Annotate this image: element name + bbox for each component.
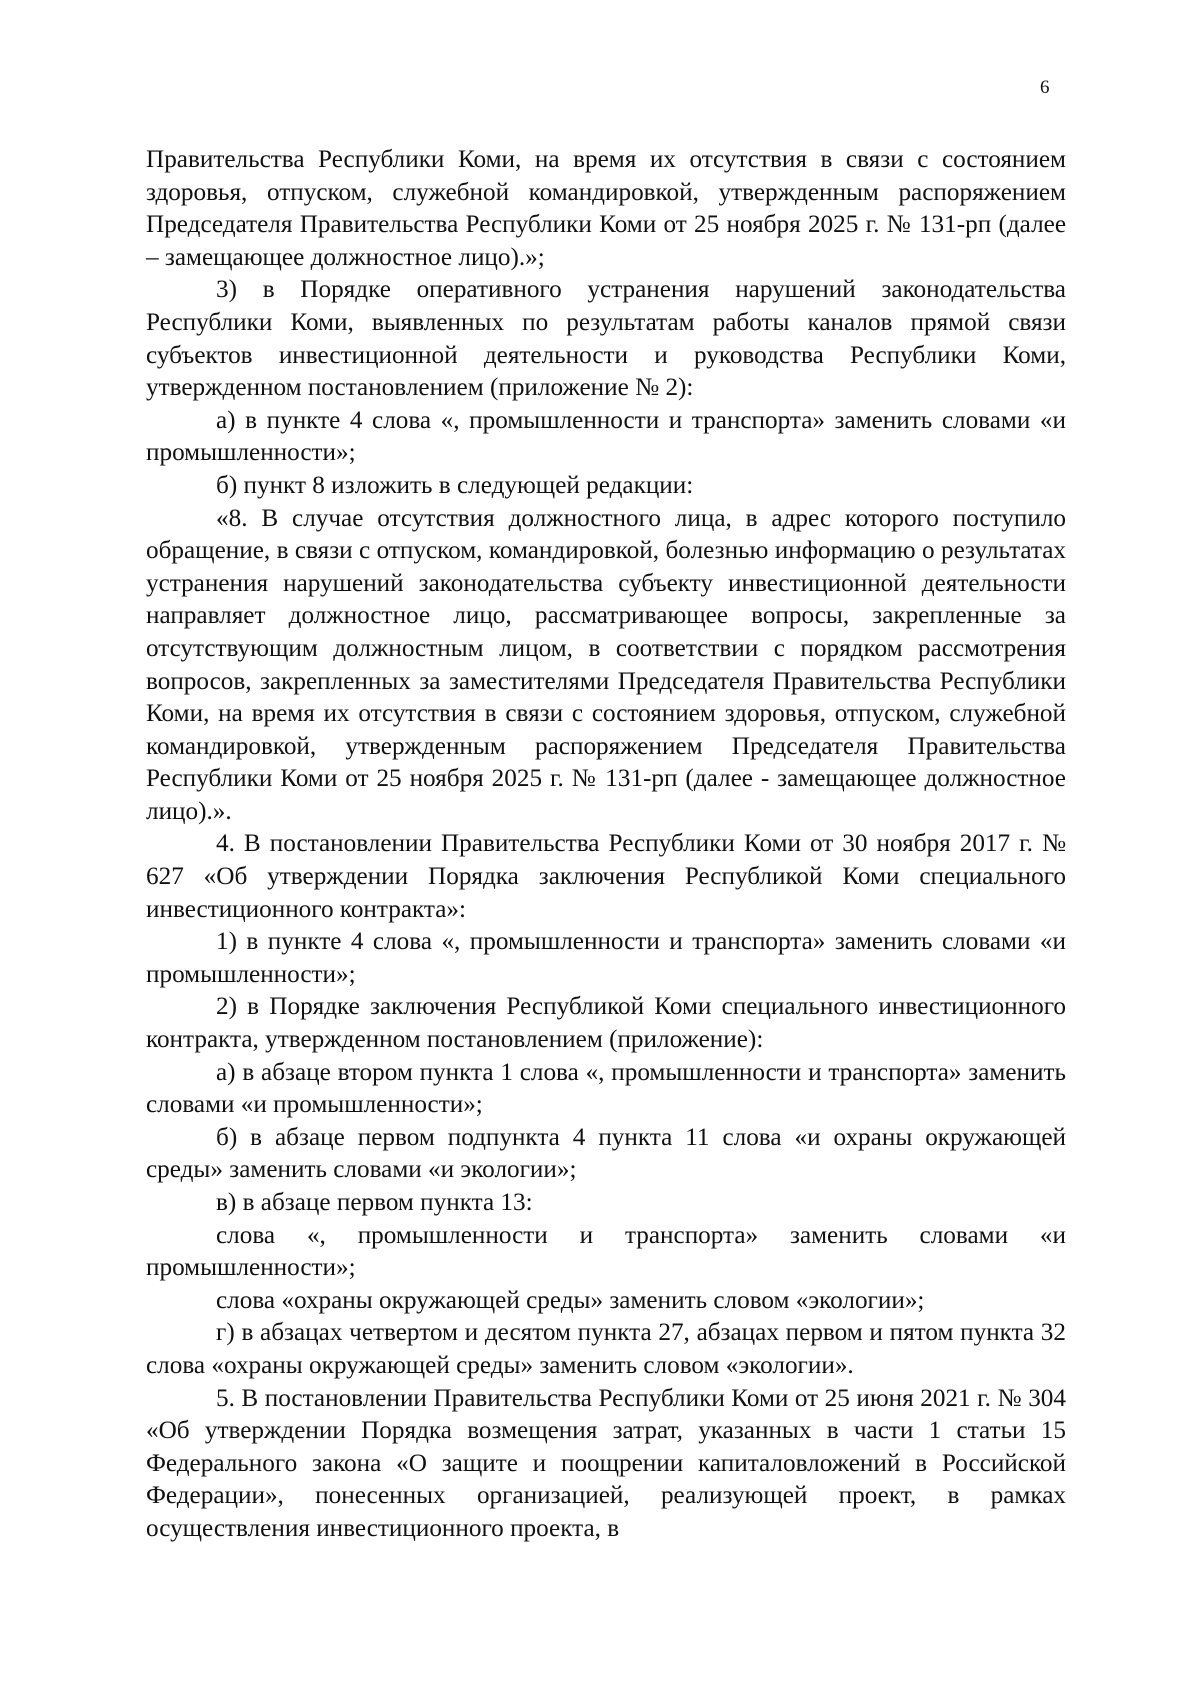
- paragraph-section-4: 4. В постановлении Правительства Республики Коми от 30 ноября 2017 г. № 627 «Об утверждении Порядка заключения Республикой Коми специального инвестиционного контракта»:: [146, 830, 1066, 923]
- paragraph-section-4-item-2v-words-1: слова «, промышленности и транспорта» заменить словами «и промышленности»;: [146, 1221, 1066, 1282]
- paragraph-item-3a: а) в пункте 4 слова «, промышленности и транспорта» заменить словами «и промышленности»;: [146, 406, 1066, 467]
- paragraph-section-4-item-2v: в) в абзаце первом пункта 13:: [216, 1189, 533, 1216]
- paragraph-section-5: 5. В постановлении Правительства Республики Коми от 25 июня 2021 г. № 304 «Об утверждении Порядка возмещения затрат, указанных в части 1 статьи 15 Федерального закона «О защите и поощрении капиталовложений в Российской Федерации», понесенных организацией, реализующей проект, в рамках осуществления инвестиционного проекта, в: [146, 1384, 1066, 1542]
- document-body: [146, 144, 1066, 1546]
- paragraph-continuation: Правительства Республики Коми, на время их отсутствия в связи с состоянием здоровья, отпуском, служебной командировкой, утвержденным распоряжением Председателя Правительства Республики Коми от 25 ноября 2025 г. № 131-рп (далее – замещающее должностное лицо).»;: [146, 146, 1066, 271]
- paragraph-section-4-item-1: 1) в пункте 4 слова «, промышленности и транспорта» заменить словами «и промышленности»;: [146, 928, 1066, 988]
- paragraph-section-4-item-2b: б) в абзаце первом подпункта 4 пункта 11 слова «и охраны окружающей среды» заменить словами «и экологии»;: [146, 1123, 1066, 1184]
- paragraph-section-4-item-2: 2) в Порядке заключения Республикой Коми специального инвестиционного контракта, утвержденном постановлением (приложение):: [146, 993, 1066, 1054]
- paragraph-item-3b: б) пункт 8 изложить в следующей редакции:: [216, 471, 694, 499]
- paragraph-section-4-item-2a: а) в абзаце втором пункта 1 слова «, промышленности и транспорта» заменить словами «и промышленности»;: [146, 1058, 1066, 1119]
- paragraph-section-4-item-2v-words-2: слова «охраны окружающей среды» заменить словом «экологии»;: [216, 1286, 925, 1314]
- paragraph-section-4-item-2g: г) в абзацах четвертом и десятом пункта 27, абзацах первом и пятом пункта 32 слова «охраны окружающей среды» заменить словом «экологии».: [146, 1319, 1066, 1379]
- page-number: 6: [1040, 77, 1050, 98]
- paragraph-item-8-text: «8. В случае отсутствия должностного лица, в адрес которого поступило обращение, в связи с отпуском, командировкой, болезнью информацию о результатах устранения нарушений законодательства субъекту инвестиционной деятельности направляет должностное лицо, рассматривающее вопросы, закрепленные за отсутствующим должностным лицом, в соответствии с порядком рассмотрения вопросов, закрепленных за заместителями Председателя Правительства Республики Коми, на время их отсутствия в связи с состоянием здоровья, отпуском, служебной командировкой, утвержденным распоряжением Председателя Правительства Республики Коми от 25 ноября 2025 г. № 131-рп (далее - замещающее должностное лицо).».: [146, 504, 1066, 825]
- paragraph-item-3: 3) в Порядке оперативного устранения нарушений законодательства Республики Коми, выявленных по результатам работы каналов прямой связи субъектов инвестиционной деятельности и руководства Республики Коми, утвержденном постановлением (приложение № 2):: [146, 276, 1066, 402]
